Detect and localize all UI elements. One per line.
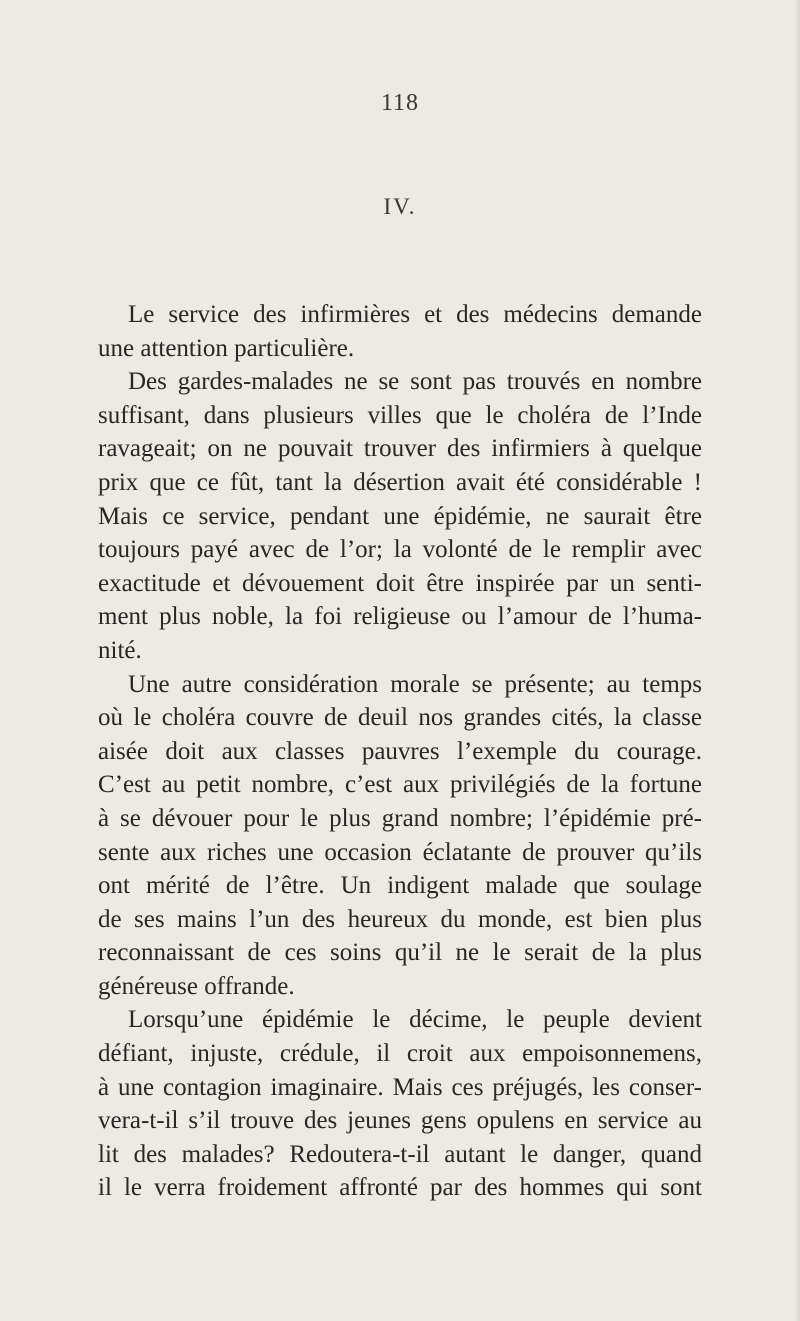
text-line: il le verra froidement affronté par des hommes qui sont	[98, 1174, 702, 1202]
body-text	[98, 298, 702, 1205]
text-line: Une autre considération morale se présente; au temps	[128, 670, 702, 698]
page-number: 118	[380, 90, 420, 116]
text-line: sente aux riches une occasion éclatante de prouver qu’ils	[98, 838, 702, 866]
text-line: exactitude et dévouement doit être inspirée par un senti-	[98, 569, 702, 597]
text-line: où le choléra couvre de deuil nos grandes cités, la classe	[98, 704, 702, 732]
text-line: reconnaissant de ces soins qu’il ne le serait de la plus	[98, 939, 702, 967]
text-line: défiant, injuste, crédule, il croit aux empoisonnemens,	[98, 1040, 702, 1068]
text-line: toujours payé avec de l’or; la volonté de le remplir avec	[98, 536, 702, 564]
chapter-heading: IV.	[383, 194, 417, 219]
text-line: Le service des infirmières et des médecins demande	[128, 301, 702, 328]
text-line: ravageait; on ne pouvait trouver des infirmiers à quelque	[98, 435, 702, 463]
text-line: généreuse offrande.	[98, 972, 295, 1000]
page-edge-shadow	[794, 0, 800, 1321]
text-line: vera-t-il s’il trouve des jeunes gens opulens en service au	[98, 1107, 702, 1135]
text-line: de ses mains l’un des heureux du monde, est bien plus	[98, 905, 702, 933]
text-line: ment plus noble, la foi religieuse ou l’amour de l’huma-	[98, 603, 702, 631]
text-line: à une contagion imaginaire. Mais ces préjugés, les conser-	[98, 1073, 702, 1101]
text-line: nité.	[98, 636, 142, 664]
text-line: à se dévouer pour le plus grand nombre; l’épidémie pré-	[98, 804, 702, 832]
text-line: lit des malades? Redoutera-t-il autant le danger, quand	[98, 1140, 702, 1168]
text-line: une attention particulière.	[98, 334, 355, 362]
text-line: aisée doit aux classes pauvres l’exemple du courage.	[98, 737, 702, 765]
text-line: Lorsqu’une épidémie le décime, le peuple devient	[128, 1006, 702, 1034]
text-line: Des gardes-malades ne se sont pas trouvés en nombre	[128, 368, 702, 396]
text-line: prix que ce fût, tant la désertion avait été considérable !	[98, 468, 702, 496]
text-line: C’est au petit nombre, c’est aux privilégiés de la fortune	[98, 771, 702, 799]
text-line: Mais ce service, pendant une épidémie, ne saurait être	[98, 502, 702, 530]
text-line: suffisant, dans plusieurs villes que le choléra de l’Inde	[98, 401, 702, 429]
text-line: ont mérité de l’être. Un indigent malade que soulage	[98, 872, 702, 900]
